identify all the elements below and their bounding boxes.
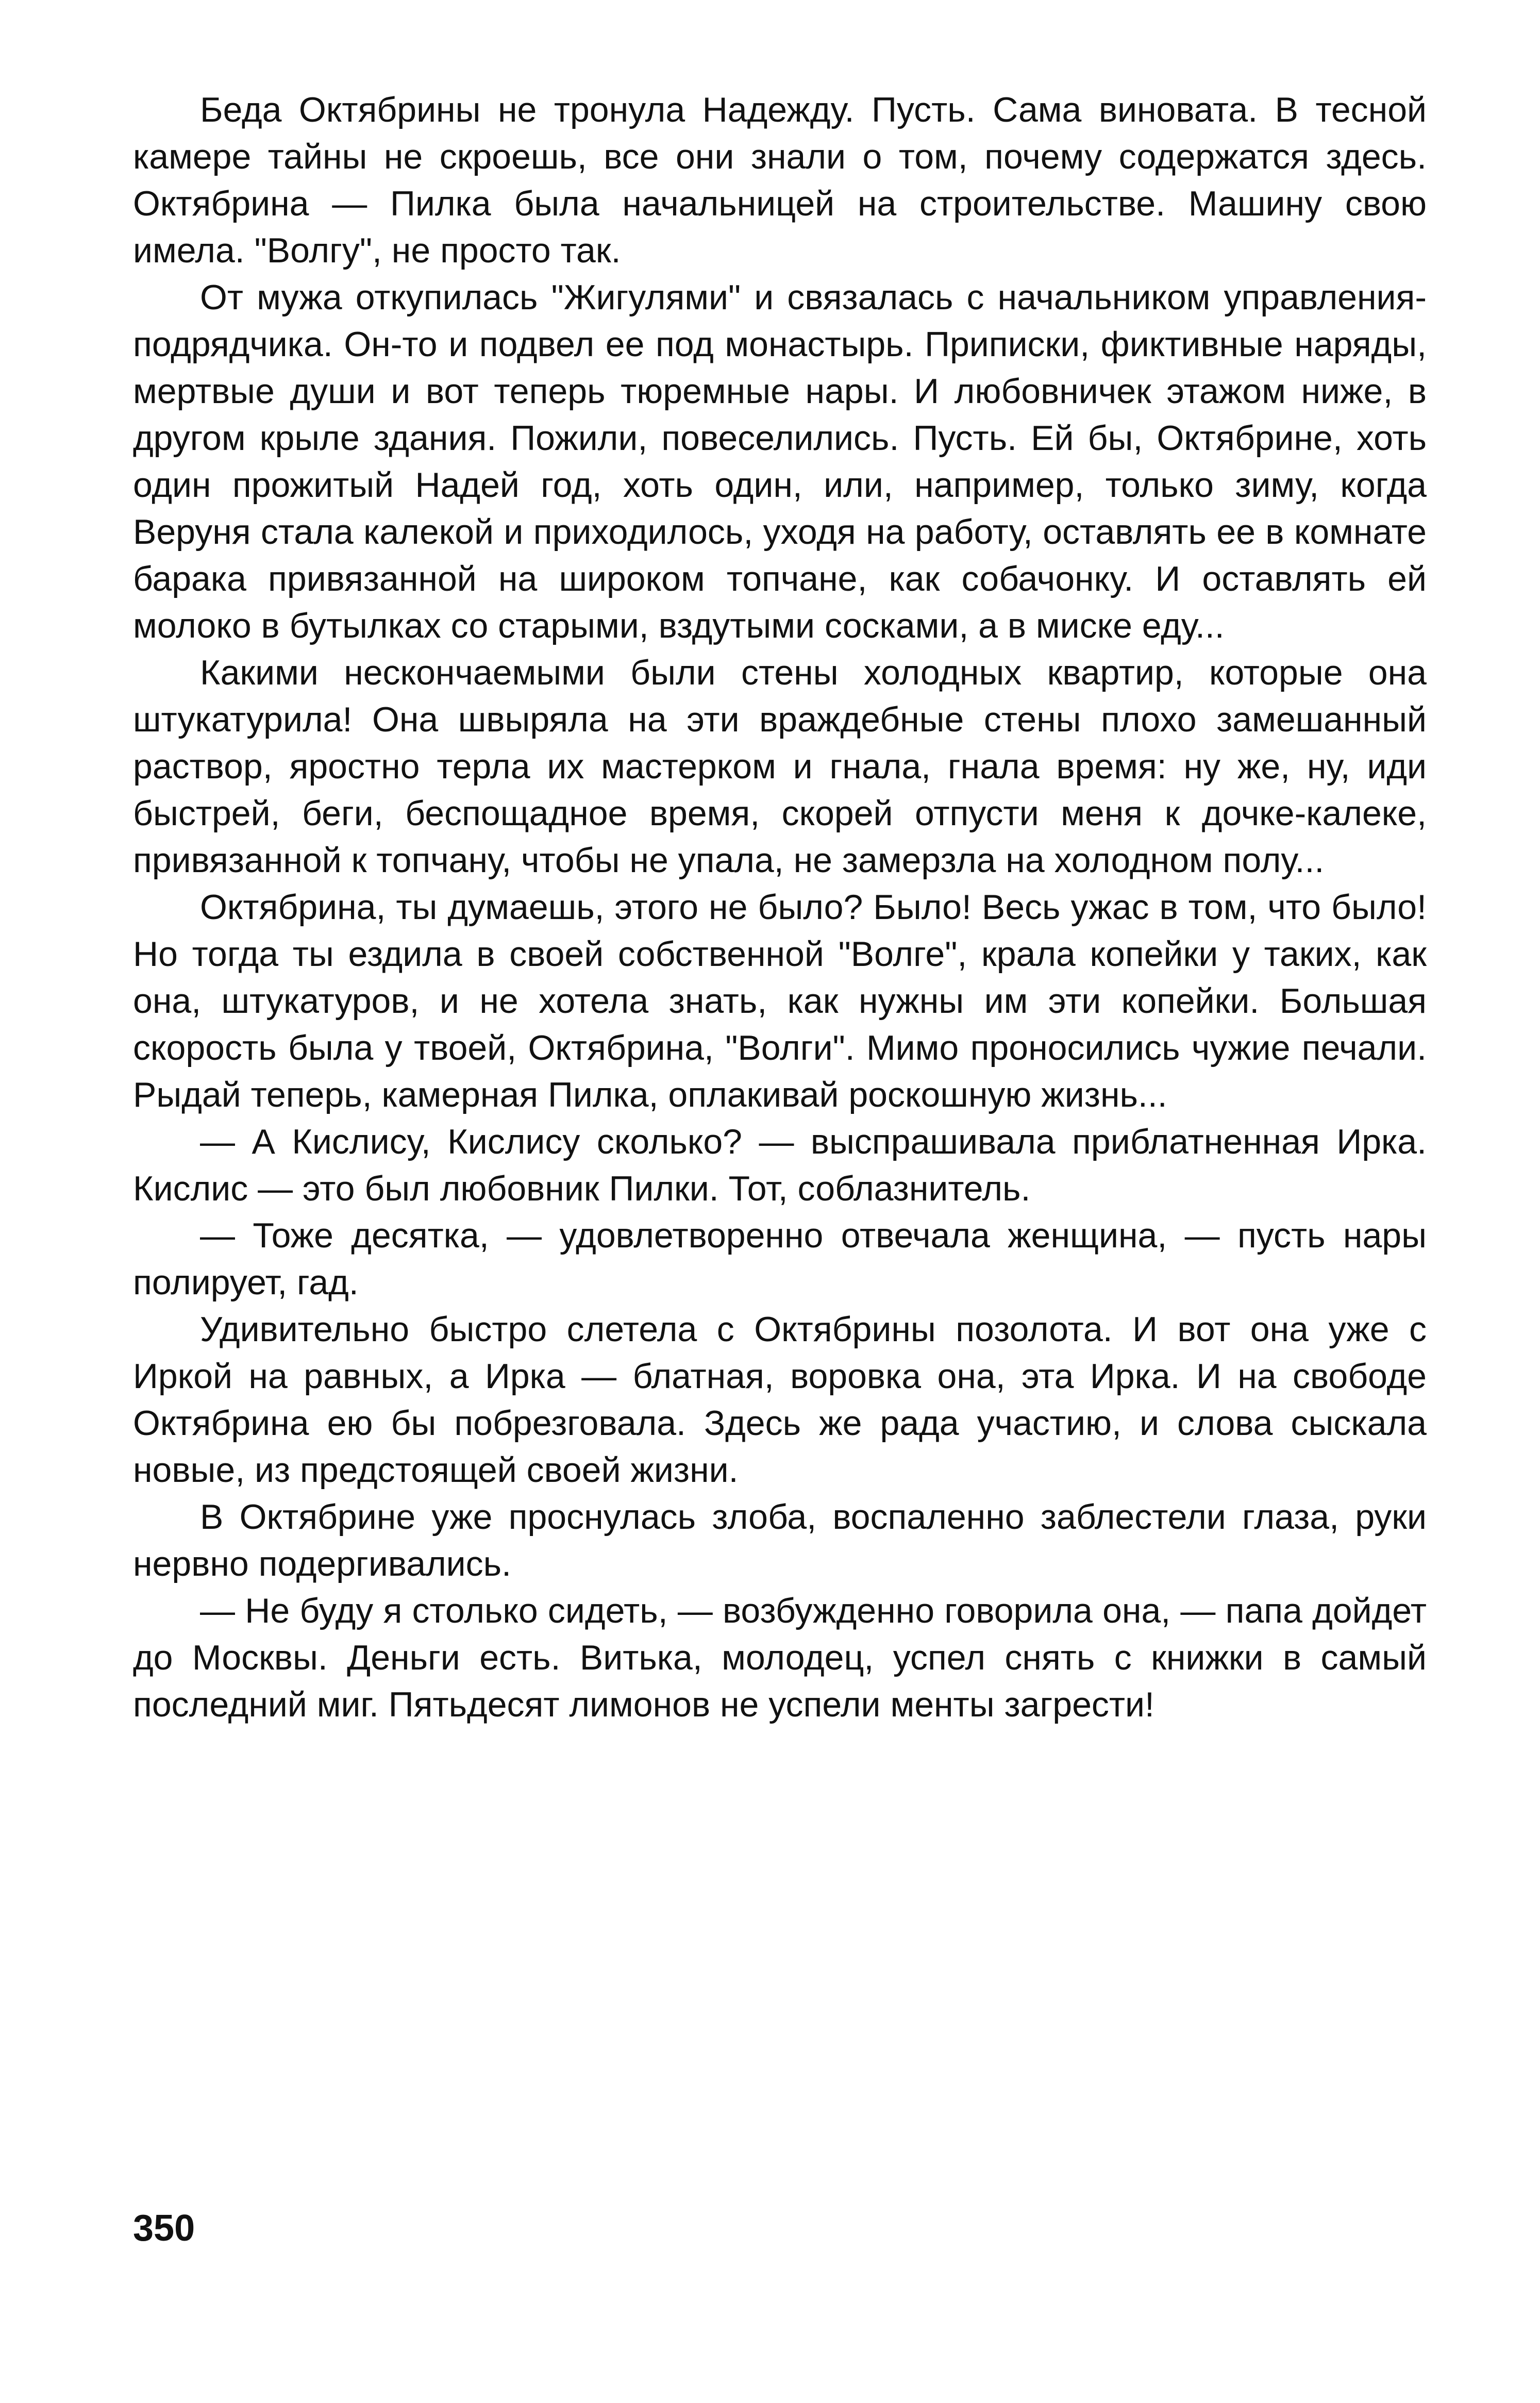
paragraph: Удивительно быстро слетела с Октябрины позолота. И вот она уже с Иркой на равных, а Ирка — блатная, воровка она, эта Ирка. И на свободе Октябрина ею бы побрезговала. Здесь же рада участию, и слова сыскала новые, из предстоящей своей жизни. [133,1310,1427,1490]
page-number: 350 [133,2208,195,2249]
paragraph: Октябрина, ты думаешь, этого не было? Было! Весь ужас в том, что было! Но тогда ты ездила в своей собственной "Волге", крала копейки у таких, как она, штукатуров, и не хотела знать, как нужны им эти копейки. Большая скорость была у твоей, Октябрина, "Волги". Мимо проносились чужие печали. Рыдай теперь, камерная Пилка, оплакивай роскошную жизнь... [133,888,1427,1114]
paragraph: — Тоже десятка, — удовлетворенно отвечала женщина, — пусть нары полирует, гад. [133,1216,1427,1302]
paragraph: Какими нескончаемыми были стены холодных квартир, которые она штукатурила! Она швыряла на эти враждебные стены плохо замешанный раствор, яростно терла их мастерком и гнала, гнала время: ну же, ну, иди быстрей, беги, беспощадное время, скорей отпусти меня к дочке-калеке, привязанной к топчану, чтобы не упала, не замерзла на холодном полу... [133,653,1427,880]
paragraph: В Октябрине уже проснулась злоба, воспаленно заблестели глаза, руки нервно подергивались. [133,1497,1427,1583]
paragraph: — А Кислису, Кислису сколько? — выспрашивала приблатненная Ирка. Кислис — это был любовник Пилки. Тот, соблазнитель. [133,1122,1427,1208]
paragraph: — Не буду я столько сидеть, — возбужденно говорила она, — папа дойдет до Москвы. Деньги есть. Витька, молодец, успел снять с книжки в самый последний миг. Пятьдесят лимонов не успели менты загрести! [133,1591,1427,1724]
paragraph: Беда Октябрины не тронула Надежду. Пусть. Сама виновата. В тесной камере тайны не скроешь, все они знали о том, почему содержатся здесь. Октябрина — Пилка была начальницей на строительстве. Машину свою имела. "Волгу", не просто так. [133,90,1427,270]
paragraph: От мужа откупилась "Жигулями" и связалась с начальником управления-подрядчика. Он-то и подвел ее под монастырь. Приписки, фиктивные наряды, мертвые души и вот теперь тюремные нары. И любовничек этажом ниже, в другом крыле здания. Пожили, повеселились. Пусть. Ей бы, Октябрине, хоть один прожитый Надей год, хоть один, или, например, только зиму, когда Веруня стала калекой и приходилось, уходя на работу, оставлять ее в комнате барака привязанной на широком топчане, как собачонку. И оставлять ей молоко в бутылках со старыми, вздутыми сосками, а в миске еду... [133,278,1427,645]
book-page-text [133,87,1427,1728]
